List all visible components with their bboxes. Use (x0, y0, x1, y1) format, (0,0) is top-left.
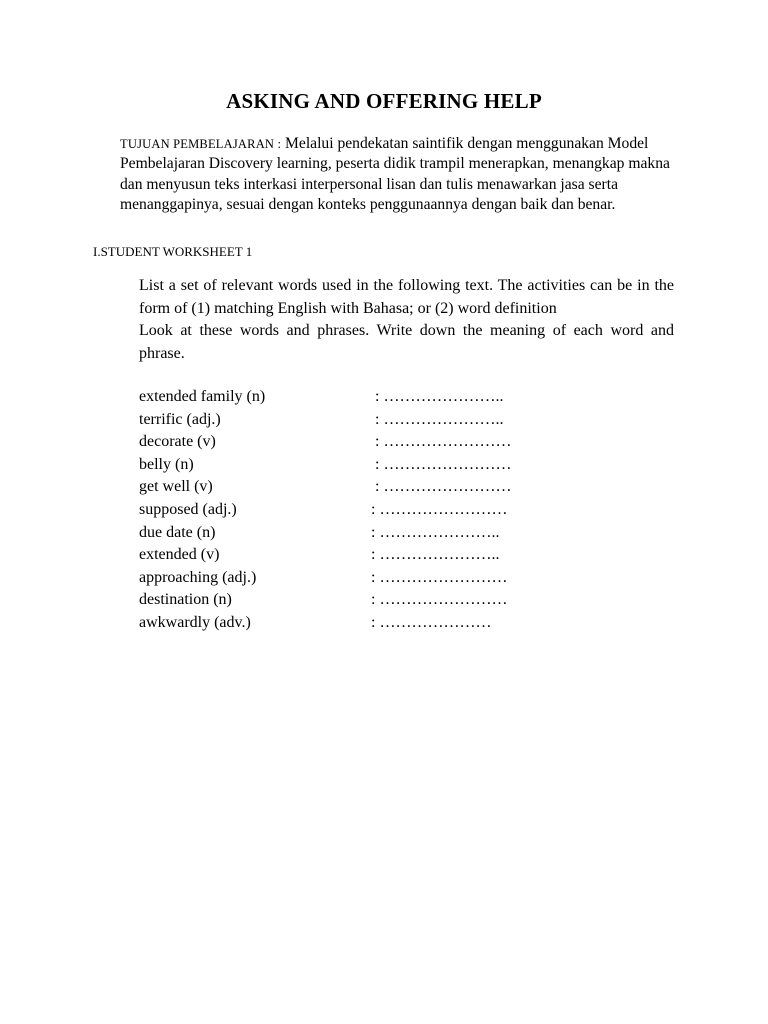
instruction-paragraph: List a set of relevant words used in the following text. The activities can be in the form of (1) matching English with Bahasa; or (2) word definition (139, 277, 674, 317)
vocabulary-item (139, 454, 659, 477)
section-heading: I.STUDENT WORKSHEET 1 (93, 244, 253, 259)
answer-blank: : …………………… (371, 500, 508, 518)
vocabulary-term: destination (n) (139, 591, 232, 609)
vocabulary-item (139, 476, 659, 499)
vocabulary-term: decorate (v) (139, 433, 216, 451)
vocabulary-item (139, 612, 659, 635)
vocabulary-item (139, 567, 659, 590)
instruction-paragraph: Look at these words and phrases. Write down the meaning of each word and phrase. (139, 322, 674, 362)
objective-label: TUJUAN PEMBELAJARAN : (120, 137, 282, 151)
vocabulary-term: get well (v) (139, 478, 213, 496)
answer-blank: : …………………… (371, 591, 508, 609)
answer-blank: : ………………….. (375, 410, 504, 428)
vocabulary-item (139, 409, 659, 432)
document-title: ASKING AND OFFERING HELP (226, 89, 542, 113)
instructions (139, 275, 674, 365)
answer-blank: : ………………….. (371, 523, 500, 541)
vocabulary-item (139, 589, 659, 612)
answer-blank: : ………………… (371, 613, 492, 631)
vocabulary-term: extended family (n) (139, 388, 266, 405)
vocabulary-list (139, 386, 659, 635)
vocabulary-term: awkwardly (adv.) (139, 613, 251, 631)
vocabulary-item (139, 431, 659, 454)
vocabulary-term: extended (v) (139, 546, 220, 564)
vocabulary-term: supposed (adj.) (139, 500, 237, 518)
vocabulary-term: terrific (adj.) (139, 410, 221, 428)
objective-text: Melalui pendekatan saintifik dengan menggunakan Model Pembelajaran Discovery learning, peserta didik trampil menerapkan, menangkap makna dan menyusun teks interkasi interpersonal lisan dan tulis menawarkan jasa serta menanggapinya, sesuai dengan konteks penggunaannya dengan baik dan benar. (120, 135, 670, 214)
learning-objective (120, 134, 680, 216)
vocabulary-item (139, 544, 659, 567)
answer-blank: : ………………….. (375, 388, 504, 405)
answer-blank: : …………………… (371, 568, 508, 586)
vocabulary-term: belly (n) (139, 455, 194, 473)
vocabulary-item (139, 386, 659, 409)
answer-blank: : …………………… (375, 455, 512, 473)
answer-blank: : …………………… (375, 478, 512, 496)
answer-blank: : ………………….. (371, 546, 500, 564)
answer-blank: : …………………… (375, 433, 512, 451)
vocabulary-term: approaching (adj.) (139, 568, 257, 586)
vocabulary-term: due date (n) (139, 523, 216, 541)
vocabulary-item (139, 522, 659, 545)
vocabulary-item (139, 499, 659, 522)
